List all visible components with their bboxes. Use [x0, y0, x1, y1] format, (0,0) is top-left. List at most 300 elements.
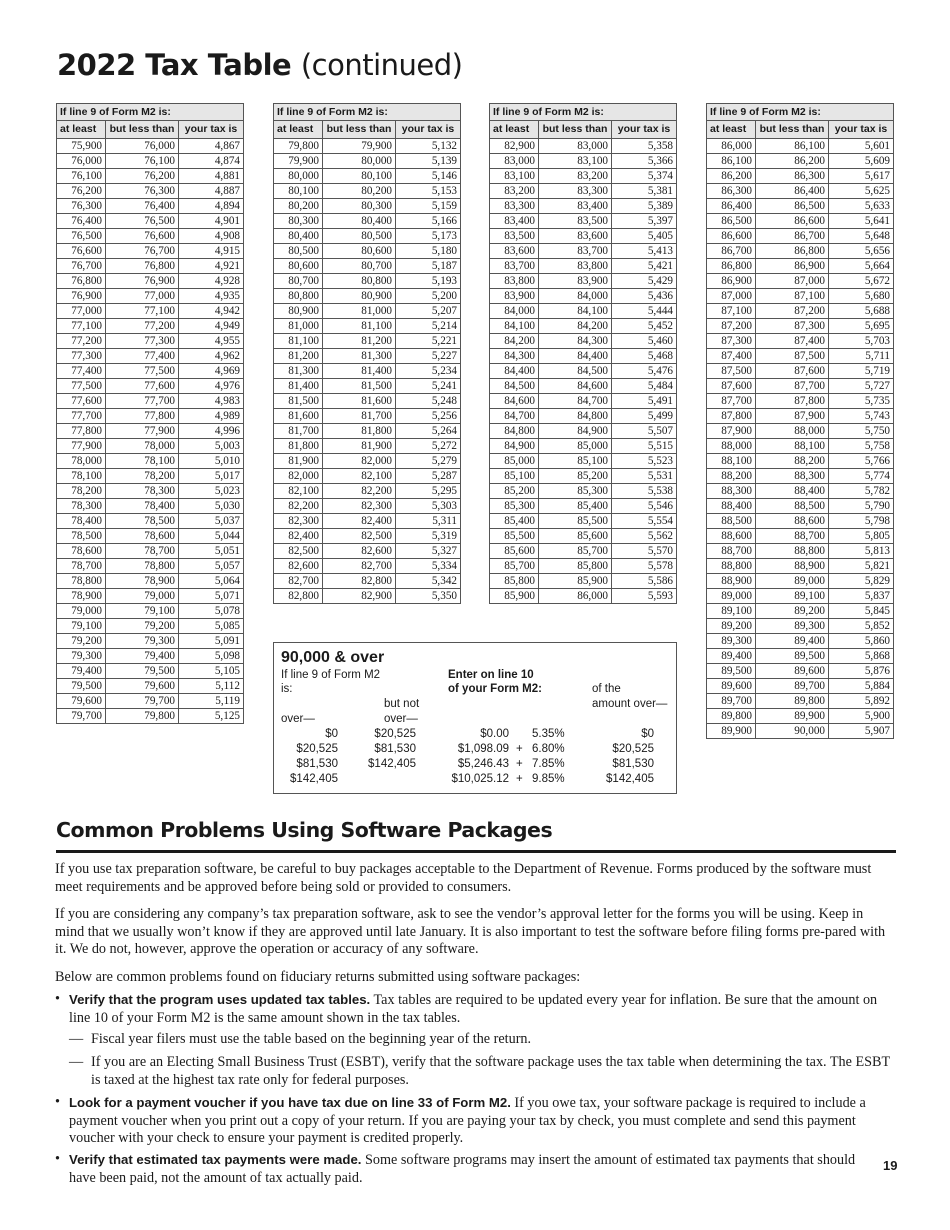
- paragraph-common-problems-intro: Below are common problems found on fiduciary returns submitted using software packages:: [55, 969, 581, 985]
- cell-at-least: 86,000: [707, 139, 756, 154]
- cell-your-tax: 5,491: [612, 394, 677, 409]
- table-row: [57, 544, 244, 559]
- table-row: [274, 589, 461, 604]
- cell-at-least: 82,900: [490, 139, 539, 154]
- cell-but-less-than: 76,200: [106, 169, 179, 184]
- cell-at-least: 87,800: [707, 409, 756, 424]
- cell-your-tax: 5,727: [829, 379, 894, 394]
- cell-your-tax: 5,112: [179, 679, 244, 694]
- cell-at-least: 88,300: [707, 484, 756, 499]
- cell-but-less-than: 81,000: [323, 304, 396, 319]
- table-row: [490, 259, 677, 274]
- cell-your-tax: 5,892: [829, 694, 894, 709]
- cell-your-tax: 5,476: [612, 364, 677, 379]
- cell-at-least: 88,400: [707, 499, 756, 514]
- table-row: [490, 334, 677, 349]
- cell-but-less-than: 83,900: [539, 274, 612, 289]
- cell-your-tax: 5,546: [612, 499, 677, 514]
- table-row: [707, 484, 894, 499]
- cell-at-least: 78,000: [57, 454, 106, 469]
- cell-at-least: 86,600: [707, 229, 756, 244]
- cell-but-less-than: 83,600: [539, 229, 612, 244]
- cell-your-tax: 5,421: [612, 259, 677, 274]
- over-90000-title: 90,000 & over: [281, 649, 385, 666]
- cell-your-tax: 5,071: [179, 589, 244, 604]
- cell-your-tax: 5,507: [612, 424, 677, 439]
- header-but-less-than: but less than: [106, 121, 179, 139]
- cell-but-less-than: 80,500: [323, 229, 396, 244]
- cell-but-less-than: 87,500: [756, 349, 829, 364]
- cell-at-least: 89,300: [707, 634, 756, 649]
- over-row-rate: 7.85%: [532, 758, 565, 770]
- cell-at-least: 83,500: [490, 229, 539, 244]
- cell-your-tax: 5,601: [829, 139, 894, 154]
- cell-but-less-than: 81,200: [323, 334, 396, 349]
- cell-at-least: 79,500: [57, 679, 106, 694]
- cell-but-less-than: 77,000: [106, 289, 179, 304]
- cell-but-less-than: 82,800: [323, 574, 396, 589]
- table-row: [707, 394, 894, 409]
- cell-but-less-than: 82,600: [323, 544, 396, 559]
- cell-but-less-than: 76,800: [106, 259, 179, 274]
- cell-but-less-than: 87,000: [756, 274, 829, 289]
- table-row: [490, 454, 677, 469]
- cell-at-least: 82,000: [274, 469, 323, 484]
- cell-at-least: 83,900: [490, 289, 539, 304]
- cell-your-tax: 5,030: [179, 499, 244, 514]
- table-row: [274, 394, 461, 409]
- cell-your-tax: 5,750: [829, 424, 894, 439]
- cell-at-least: 87,200: [707, 319, 756, 334]
- cell-but-less-than: 84,300: [539, 334, 612, 349]
- cell-your-tax: 4,881: [179, 169, 244, 184]
- cell-but-less-than: 76,000: [106, 139, 179, 154]
- cell-but-less-than: 86,600: [756, 214, 829, 229]
- over-row-base: $0.00: [480, 728, 509, 740]
- cell-at-least: 84,900: [490, 439, 539, 454]
- cell-but-less-than: 85,500: [539, 514, 612, 529]
- cell-your-tax: 5,044: [179, 529, 244, 544]
- header-your-tax-is: your tax is: [179, 121, 244, 139]
- dash-fiscal-year: [69, 1031, 895, 1049]
- table-row: [490, 184, 677, 199]
- cell-at-least: 78,400: [57, 514, 106, 529]
- cell-your-tax: 4,867: [179, 139, 244, 154]
- table-row: [490, 499, 677, 514]
- cell-at-least: 88,500: [707, 514, 756, 529]
- bullet-updated-tax-tables: [55, 991, 895, 1027]
- cell-but-less-than: 76,300: [106, 184, 179, 199]
- table-row: [57, 229, 244, 244]
- header-your-tax-is: your tax is: [396, 121, 461, 139]
- table-row: [707, 439, 894, 454]
- cell-but-less-than: 83,000: [539, 139, 612, 154]
- header-your-tax-is: your tax is: [612, 121, 677, 139]
- cell-at-least: 84,700: [490, 409, 539, 424]
- over-row-rate: 9.85%: [532, 773, 565, 785]
- table-row: [707, 304, 894, 319]
- over-header-over-2: over—: [384, 713, 418, 725]
- bullet-estimated-payments: [55, 1151, 875, 1187]
- cell-but-less-than: 82,400: [323, 514, 396, 529]
- cell-your-tax: 5,436: [612, 289, 677, 304]
- over-row-over: $142,405: [290, 773, 338, 785]
- cell-at-least: 77,100: [57, 319, 106, 334]
- table-row: [57, 394, 244, 409]
- table-row: [707, 379, 894, 394]
- table-row: [274, 439, 461, 454]
- cell-at-least: 86,200: [707, 169, 756, 184]
- cell-your-tax: 5,900: [829, 709, 894, 724]
- cell-your-tax: 5,180: [396, 244, 461, 259]
- table-row: [57, 334, 244, 349]
- table-row: [274, 319, 461, 334]
- cell-at-least: 78,700: [57, 559, 106, 574]
- cell-your-tax: 5,327: [396, 544, 461, 559]
- cell-your-tax: 5,782: [829, 484, 894, 499]
- cell-your-tax: 5,334: [396, 559, 461, 574]
- cell-your-tax: 5,664: [829, 259, 894, 274]
- cell-at-least: 87,700: [707, 394, 756, 409]
- cell-but-less-than: 76,700: [106, 244, 179, 259]
- cell-your-tax: 5,159: [396, 199, 461, 214]
- cell-but-less-than: 77,500: [106, 364, 179, 379]
- table-row: [490, 439, 677, 454]
- cell-but-less-than: 87,400: [756, 334, 829, 349]
- cell-your-tax: 5,829: [829, 574, 894, 589]
- cell-your-tax: 5,845: [829, 604, 894, 619]
- cell-but-less-than: 78,500: [106, 514, 179, 529]
- cell-but-less-than: 88,300: [756, 469, 829, 484]
- cell-but-less-than: 86,700: [756, 229, 829, 244]
- cell-but-less-than: 83,300: [539, 184, 612, 199]
- table-row: [57, 529, 244, 544]
- cell-but-less-than: 77,100: [106, 304, 179, 319]
- table-row: [707, 694, 894, 709]
- table-row: [274, 574, 461, 589]
- header-but-less-than: but less than: [539, 121, 612, 139]
- cell-your-tax: 5,625: [829, 184, 894, 199]
- cell-at-least: 84,600: [490, 394, 539, 409]
- over-row-base: $5,246.43: [457, 758, 509, 770]
- cell-but-less-than: 87,700: [756, 379, 829, 394]
- cell-your-tax: 4,983: [179, 394, 244, 409]
- cell-but-less-than: 84,100: [539, 304, 612, 319]
- cell-but-less-than: 84,700: [539, 394, 612, 409]
- table-row: [490, 199, 677, 214]
- cell-your-tax: 5,003: [179, 439, 244, 454]
- cell-at-least: 89,100: [707, 604, 756, 619]
- cell-your-tax: 5,221: [396, 334, 461, 349]
- table-row: [707, 589, 894, 604]
- cell-your-tax: 5,139: [396, 154, 461, 169]
- over-90000-box: [273, 642, 677, 794]
- cell-at-least: 77,700: [57, 409, 106, 424]
- header-your-tax-is: your tax is: [829, 121, 894, 139]
- table-row: [274, 304, 461, 319]
- cell-at-least: 78,600: [57, 544, 106, 559]
- cell-your-tax: 5,429: [612, 274, 677, 289]
- table-row: [707, 679, 894, 694]
- over-row-amount: $142,405: [606, 773, 654, 785]
- table-row: [57, 634, 244, 649]
- cell-but-less-than: 84,000: [539, 289, 612, 304]
- cell-but-less-than: 89,000: [756, 574, 829, 589]
- table-row: [274, 229, 461, 244]
- cell-at-least: 82,800: [274, 589, 323, 604]
- paragraph-software-caution: If you use tax preparation software, be careful to buy packages acceptable to the Department of Revenue. Forms produced by the software must meet requirements and be approved before being sold or provided to consumers.: [55, 861, 872, 895]
- cell-your-tax: 4,921: [179, 259, 244, 274]
- tax-table-column-1: [56, 103, 244, 724]
- cell-your-tax: 5,153: [396, 184, 461, 199]
- cell-at-least: 88,900: [707, 574, 756, 589]
- cell-at-least: 82,300: [274, 514, 323, 529]
- table-row: [57, 349, 244, 364]
- cell-your-tax: 5,295: [396, 484, 461, 499]
- table-row: [490, 469, 677, 484]
- cell-your-tax: 5,688: [829, 304, 894, 319]
- table-row: [707, 139, 894, 154]
- cell-your-tax: 5,214: [396, 319, 461, 334]
- cell-but-less-than: 84,200: [539, 319, 612, 334]
- cell-at-least: 81,000: [274, 319, 323, 334]
- table-row: [57, 484, 244, 499]
- header-at-least: at least: [57, 121, 106, 139]
- cell-at-least: 86,900: [707, 274, 756, 289]
- table-row: [707, 214, 894, 229]
- cell-your-tax: 5,523: [612, 454, 677, 469]
- table-row: [57, 274, 244, 289]
- cell-but-less-than: 90,000: [756, 724, 829, 739]
- cell-your-tax: 5,695: [829, 319, 894, 334]
- cell-at-least: 76,500: [57, 229, 106, 244]
- cell-your-tax: 4,989: [179, 409, 244, 424]
- cell-but-less-than: 81,600: [323, 394, 396, 409]
- cell-at-least: 85,300: [490, 499, 539, 514]
- table-row: [57, 514, 244, 529]
- over-row-plus: +: [516, 758, 523, 770]
- table-row: [57, 244, 244, 259]
- cell-your-tax: 5,374: [612, 169, 677, 184]
- cell-but-less-than: 82,500: [323, 529, 396, 544]
- table-row: [490, 139, 677, 154]
- cell-at-least: 85,200: [490, 484, 539, 499]
- cell-but-less-than: 79,400: [106, 649, 179, 664]
- cell-at-least: 83,400: [490, 214, 539, 229]
- cell-but-less-than: 84,900: [539, 424, 612, 439]
- table-row: [274, 349, 461, 364]
- cell-your-tax: 5,381: [612, 184, 677, 199]
- table-row: [274, 514, 461, 529]
- table-row: [274, 154, 461, 169]
- cell-at-least: 79,900: [274, 154, 323, 169]
- cell-your-tax: 4,874: [179, 154, 244, 169]
- cell-at-least: 85,100: [490, 469, 539, 484]
- cell-at-least: 77,400: [57, 364, 106, 379]
- cell-your-tax: 5,703: [829, 334, 894, 349]
- cell-at-least: 80,600: [274, 259, 323, 274]
- over-row-not-over: $20,525: [374, 728, 416, 740]
- cell-your-tax: 5,798: [829, 514, 894, 529]
- cell-at-least: 76,600: [57, 244, 106, 259]
- table-row: [707, 199, 894, 214]
- cell-but-less-than: 80,800: [323, 274, 396, 289]
- cell-your-tax: 4,915: [179, 244, 244, 259]
- cell-but-less-than: 78,900: [106, 574, 179, 589]
- cell-but-less-than: 78,600: [106, 529, 179, 544]
- table-row: [57, 454, 244, 469]
- table-row: [490, 559, 677, 574]
- cell-at-least: 77,800: [57, 424, 106, 439]
- cell-your-tax: 5,017: [179, 469, 244, 484]
- cell-your-tax: 5,641: [829, 214, 894, 229]
- page-number: 19: [883, 1158, 898, 1173]
- cell-at-least: 79,400: [57, 664, 106, 679]
- table-row: [274, 409, 461, 424]
- table-row: [274, 454, 461, 469]
- cell-but-less-than: 82,300: [323, 499, 396, 514]
- table-row: [57, 559, 244, 574]
- cell-at-least: 88,700: [707, 544, 756, 559]
- cell-your-tax: 5,248: [396, 394, 461, 409]
- header-at-least: at least: [490, 121, 539, 139]
- cell-your-tax: 5,735: [829, 394, 894, 409]
- cell-your-tax: 5,146: [396, 169, 461, 184]
- cell-at-least: 81,600: [274, 409, 323, 424]
- over-row-not-over: $81,530: [374, 743, 416, 755]
- table-row: [57, 424, 244, 439]
- cell-but-less-than: 79,700: [106, 694, 179, 709]
- cell-but-less-than: 88,400: [756, 484, 829, 499]
- cell-at-least: 83,600: [490, 244, 539, 259]
- tax-table-column-2: [273, 103, 461, 604]
- cell-at-least: 80,300: [274, 214, 323, 229]
- cell-but-less-than: 87,300: [756, 319, 829, 334]
- cell-at-least: 85,400: [490, 514, 539, 529]
- table-row: [707, 259, 894, 274]
- cell-but-less-than: 88,600: [756, 514, 829, 529]
- table-row: [490, 364, 677, 379]
- cell-at-least: 85,500: [490, 529, 539, 544]
- table-row: [274, 559, 461, 574]
- table-row: [57, 664, 244, 679]
- table-row: [707, 559, 894, 574]
- cell-at-least: 82,200: [274, 499, 323, 514]
- cell-at-least: 88,600: [707, 529, 756, 544]
- table-row: [274, 499, 461, 514]
- cell-at-least: 87,600: [707, 379, 756, 394]
- cell-but-less-than: 84,600: [539, 379, 612, 394]
- table-row: [57, 169, 244, 184]
- cell-but-less-than: 83,700: [539, 244, 612, 259]
- over-row-not-over: $142,405: [368, 758, 416, 770]
- cell-but-less-than: 80,600: [323, 244, 396, 259]
- cell-at-least: 79,600: [57, 694, 106, 709]
- cell-your-tax: 5,279: [396, 454, 461, 469]
- over-row-base: $10,025.12: [451, 773, 509, 785]
- cell-at-least: 80,500: [274, 244, 323, 259]
- cell-at-least: 86,500: [707, 214, 756, 229]
- cell-at-least: 87,500: [707, 364, 756, 379]
- cell-your-tax: 5,766: [829, 454, 894, 469]
- cell-at-least: 78,800: [57, 574, 106, 589]
- table-row: [57, 289, 244, 304]
- cell-your-tax: 5,805: [829, 529, 894, 544]
- table-row: [57, 379, 244, 394]
- header-but-less-than: but less than: [323, 121, 396, 139]
- cell-your-tax: 5,860: [829, 634, 894, 649]
- cell-but-less-than: 77,200: [106, 319, 179, 334]
- cell-but-less-than: 85,100: [539, 454, 612, 469]
- cell-but-less-than: 88,000: [756, 424, 829, 439]
- cell-at-least: 89,600: [707, 679, 756, 694]
- cell-your-tax: 5,010: [179, 454, 244, 469]
- cell-your-tax: 5,680: [829, 289, 894, 304]
- cell-but-less-than: 79,200: [106, 619, 179, 634]
- cell-but-less-than: 81,700: [323, 409, 396, 424]
- over-row-amount: $0: [641, 728, 654, 740]
- table-row: [274, 259, 461, 274]
- cell-your-tax: 4,894: [179, 199, 244, 214]
- cell-at-least: 88,000: [707, 439, 756, 454]
- table-row: [490, 574, 677, 589]
- cell-at-least: 77,200: [57, 334, 106, 349]
- cell-at-least: 84,400: [490, 364, 539, 379]
- table-row: [274, 289, 461, 304]
- bullet-mark: •: [55, 1151, 60, 1167]
- table-row: [707, 634, 894, 649]
- cell-your-tax: 4,949: [179, 319, 244, 334]
- cell-at-least: 81,900: [274, 454, 323, 469]
- table-row: [57, 694, 244, 709]
- cell-your-tax: 5,586: [612, 574, 677, 589]
- cell-but-less-than: 89,800: [756, 694, 829, 709]
- table-row: [707, 454, 894, 469]
- cell-your-tax: 5,719: [829, 364, 894, 379]
- cell-but-less-than: 84,500: [539, 364, 612, 379]
- cell-at-least: 81,700: [274, 424, 323, 439]
- cell-but-less-than: 82,100: [323, 469, 396, 484]
- header-at-least: at least: [707, 121, 756, 139]
- cell-but-less-than: 86,900: [756, 259, 829, 274]
- cell-your-tax: 5,570: [612, 544, 677, 559]
- over-row-amount: $81,530: [612, 758, 654, 770]
- cell-at-least: 84,300: [490, 349, 539, 364]
- over-row-rate: 5.35%: [532, 728, 565, 740]
- cell-your-tax: 5,037: [179, 514, 244, 529]
- cell-at-least: 79,200: [57, 634, 106, 649]
- table-row: [274, 199, 461, 214]
- table-row: [274, 244, 461, 259]
- cell-but-less-than: 86,800: [756, 244, 829, 259]
- bullet-lead: Look for a payment voucher if you have tax due on line 33 of Form M2.: [69, 1095, 511, 1110]
- cell-at-least: 86,300: [707, 184, 756, 199]
- cell-but-less-than: 88,100: [756, 439, 829, 454]
- cell-at-least: 81,500: [274, 394, 323, 409]
- table-row: [57, 604, 244, 619]
- cell-at-least: 86,700: [707, 244, 756, 259]
- cell-your-tax: 5,515: [612, 439, 677, 454]
- cell-your-tax: 4,908: [179, 229, 244, 244]
- table-row: [707, 709, 894, 724]
- cell-but-less-than: 89,300: [756, 619, 829, 634]
- cell-at-least: 76,700: [57, 259, 106, 274]
- cell-at-least: 78,500: [57, 529, 106, 544]
- cell-at-least: 79,100: [57, 619, 106, 634]
- cell-your-tax: 4,969: [179, 364, 244, 379]
- cell-your-tax: 5,672: [829, 274, 894, 289]
- cell-but-less-than: 81,400: [323, 364, 396, 379]
